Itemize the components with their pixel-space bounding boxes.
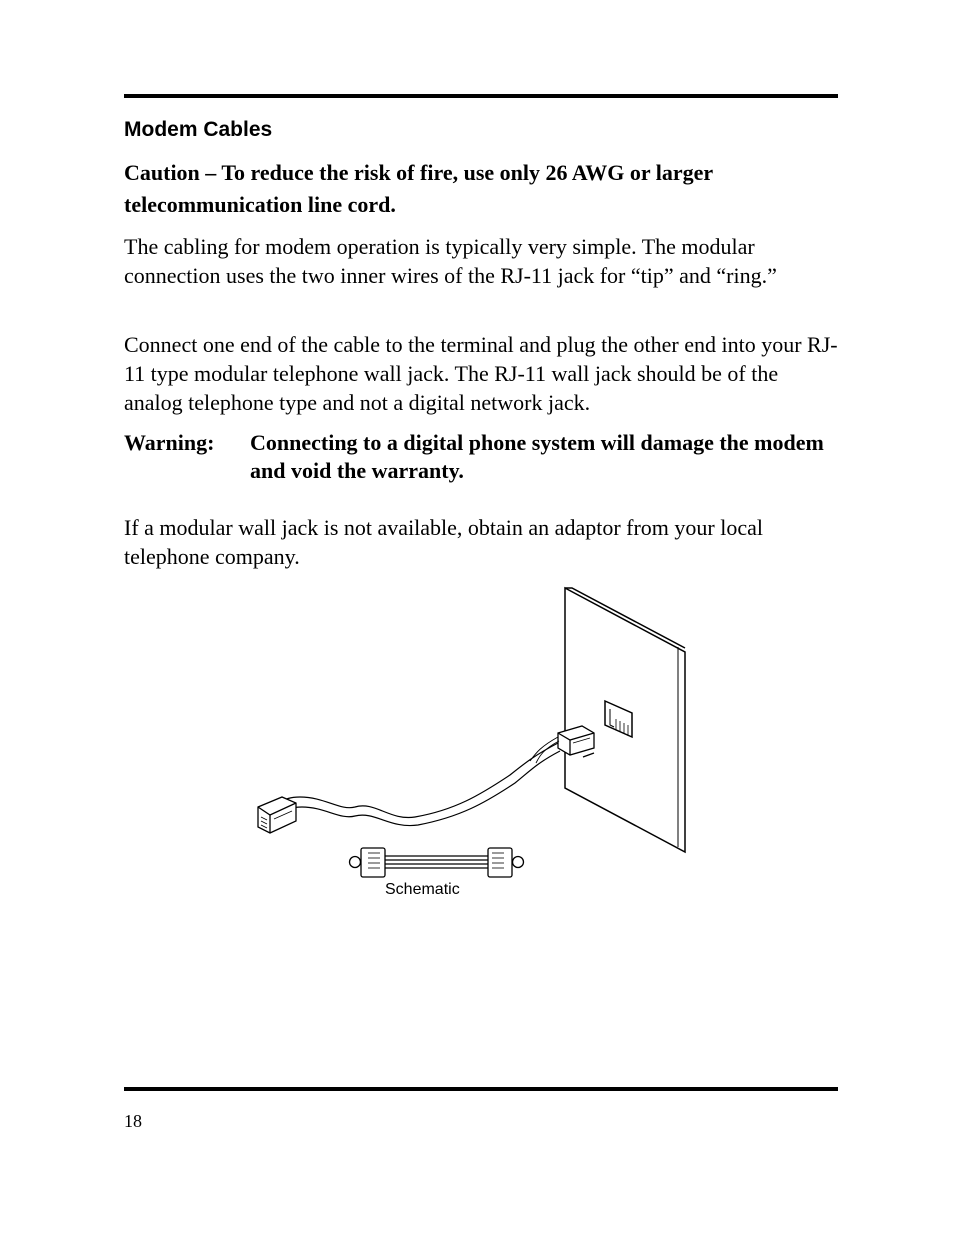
- section-title: Modem Cables: [124, 118, 273, 141]
- paragraph-cabling: The cabling for modem operation is typically very simple. The modular connection uses the two inner wires of the RJ-11 jack for “tip” and “ring.”: [124, 234, 777, 288]
- schematic-diagram-icon: [350, 848, 524, 877]
- figure-caption: Schematic: [385, 881, 460, 898]
- rj11-cable-illustration: [240, 585, 690, 905]
- rj11-cable-figure: [240, 585, 690, 905]
- top-rule: [124, 94, 838, 98]
- wall-plate-icon: [565, 588, 685, 852]
- paragraph-adaptor: If a modular wall jack is not available, obtain an adaptor from your local telephone company.: [124, 515, 763, 569]
- caution-text: Caution – To reduce the risk of fire, use only 26 AWG or larger telecommunication line cord.: [124, 160, 713, 217]
- warning-label: Warning:: [124, 430, 215, 455]
- rj11-plug-loose-icon: [258, 797, 296, 833]
- bottom-rule: [124, 1087, 838, 1091]
- page-number: 18: [124, 1111, 142, 1131]
- warning-text: Connecting to a digital phone system will damage the modem and void the warranty.: [250, 430, 824, 483]
- phone-cord-icon: [280, 737, 560, 826]
- paragraph-connect: Connect one end of the cable to the terminal and plug the other end into your RJ-11 type modular telephone wall jack. The RJ-11 wall jack should be of the analog telephone type and not a digital network jack.: [124, 332, 838, 415]
